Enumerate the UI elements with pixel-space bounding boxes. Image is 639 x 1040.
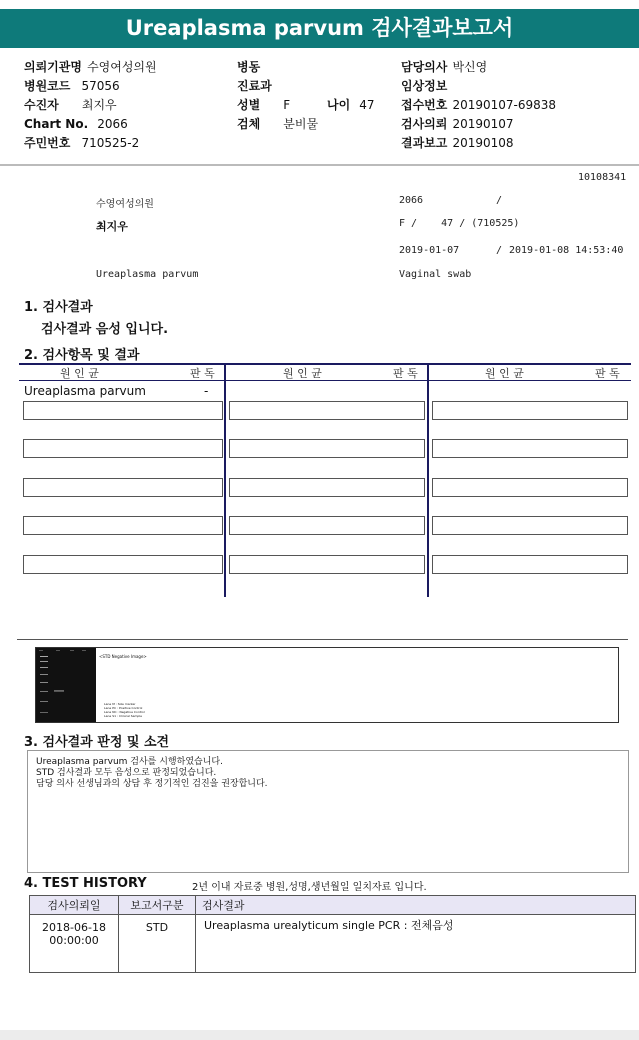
gel-legend-item: Lane NC : Negative Control <box>104 710 145 714</box>
gel-caption: <STD Negative Image> <box>99 654 147 659</box>
label-id-number: 주민번호 <box>24 136 71 150</box>
gel-bands-graphic <box>36 648 96 722</box>
label-request-date: 검사의뢰 <box>401 117 448 131</box>
gel-legend-item: Lane PC : Positive Control <box>104 706 143 710</box>
col2-organism-header: 원 인 균 <box>283 367 322 380</box>
value-id-number: 710525-2 <box>81 136 140 150</box>
label-ward: 병동 <box>237 60 261 74</box>
result-cell <box>229 555 425 574</box>
value-sex: F <box>283 98 291 112</box>
col3-organism-header: 원 인 균 <box>485 367 524 380</box>
document-number: 10108341 <box>578 172 627 183</box>
section4-heading: 4. TEST HISTORY <box>24 876 147 891</box>
col2-reading-header: 판 독 <box>393 367 418 380</box>
label-report-date: 결과보고 <box>401 136 448 150</box>
label-patient: 수진자 <box>24 98 59 112</box>
result-cell <box>432 555 628 574</box>
first-item-name: Ureaplasma parvum <box>24 384 146 398</box>
result-cell <box>23 401 223 420</box>
result-cell <box>229 516 425 535</box>
history-table <box>29 895 636 973</box>
value-report-date: 20190108 <box>452 136 514 150</box>
info-chart-separator: / <box>496 195 503 206</box>
label-chart-no: Chart No. <box>24 117 89 131</box>
value-request-date: 20190107 <box>452 117 514 131</box>
gel-legend-item: Lane S1 : Clinical Sample <box>104 714 142 718</box>
label-age: 나이 <box>327 98 351 112</box>
history-type: STD <box>119 915 196 973</box>
info-specimen: Vaginal swab <box>399 269 472 280</box>
label-hospital-code: 병원코드 <box>24 79 71 93</box>
history-note: 2년 이내 자료중 병원,성명,생년월일 일치자료 입니다. <box>192 882 427 893</box>
info-test-name: Ureaplasma parvum <box>96 269 199 280</box>
opinion-line: Ureaplasma parvum 검사를 시행하였습니다. <box>36 757 223 767</box>
history-col-date: 검사의뢰일 <box>30 896 119 915</box>
value-age: 47 <box>359 98 375 112</box>
history-col-type: 보고서구분 <box>119 896 196 915</box>
opinion-line: 담당 의사 선생님과의 상담 후 정기적인 검진을 권장합니다. <box>36 779 268 789</box>
footer-bar <box>0 1030 639 1040</box>
col1-reading-header: 판 독 <box>190 367 215 380</box>
header-divider <box>0 164 639 166</box>
age-field <box>327 94 375 113</box>
result-cell <box>229 478 425 497</box>
history-table-wrap <box>29 895 636 973</box>
table-row <box>30 915 636 973</box>
opinion-box <box>27 750 629 873</box>
value-receipt-no: 20190107-69838 <box>452 98 557 112</box>
header-col3 <box>401 56 556 151</box>
history-date-cell <box>30 915 119 973</box>
history-col-result: 검사결과 <box>196 896 636 915</box>
result-cell <box>432 478 628 497</box>
info-sex-age: F / 47 / (710525) <box>399 218 520 229</box>
value-chart-no: 2066 <box>97 117 128 131</box>
section2-heading: 2. 검사항목 및 결과 <box>24 348 140 363</box>
label-receipt-no: 접수번호 <box>401 98 448 112</box>
value-doctor: 박신영 <box>452 60 488 74</box>
result-cell <box>23 478 223 497</box>
history-time: 00:00:00 <box>49 934 99 947</box>
result-cell <box>432 401 628 420</box>
value-hospital-code: 57056 <box>81 79 120 93</box>
grid-header-line <box>19 380 631 381</box>
gel-image-panel <box>35 647 619 723</box>
result-cell <box>432 516 628 535</box>
label-specimen: 검체 <box>237 117 261 131</box>
header-col2 <box>237 56 318 132</box>
info-date-separator: / <box>496 245 503 256</box>
label-requester: 의뢰기관명 <box>24 60 82 74</box>
history-date: 2018-06-18 <box>42 921 106 934</box>
section1-heading: 1. 검사결과 <box>24 300 93 315</box>
col1-organism-header: 원 인 균 <box>60 367 99 380</box>
gel-legend <box>104 702 145 718</box>
first-item-result: - <box>204 384 209 398</box>
value-patient: 최지우 <box>81 98 117 112</box>
result-cell <box>23 439 223 458</box>
info-chart: 2066 <box>399 195 424 206</box>
value-requester: 수영여성의원 <box>87 60 157 74</box>
section-divider <box>17 639 628 640</box>
info-receipt-date: 2019-01-07 <box>399 245 460 256</box>
history-header-row <box>30 896 636 915</box>
gel-image <box>36 648 96 722</box>
value-specimen: 분비물 <box>283 117 319 131</box>
result-cell <box>432 439 628 458</box>
info-patient: 최지우 <box>96 220 128 233</box>
info-report-datetime: 2019-01-08 14:53:40 <box>509 245 624 256</box>
grid-top-line <box>19 363 631 365</box>
grid-divider-2 <box>427 363 429 597</box>
section1-result-text: 검사결과 음성 입니다. <box>41 322 169 337</box>
report-title: Ureaplasma parvum 검사결과보고서 <box>0 9 639 48</box>
label-department: 진료과 <box>237 79 272 93</box>
info-clinic: 수영여성의원 <box>96 199 154 210</box>
section3-heading: 3. 검사결과 판정 및 소견 <box>24 735 170 750</box>
gel-legend-item: Lane M : Size marker <box>104 702 136 706</box>
label-sex: 성별 <box>237 98 261 112</box>
grid-divider-1 <box>224 363 226 597</box>
header-col1 <box>24 56 157 151</box>
history-result: Ureaplasma urealyticum single PCR : 전체음성 <box>196 915 636 973</box>
opinion-line: STD 검사결과 모두 음성으로 판정되었습니다. <box>36 768 217 778</box>
label-doctor: 담당의사 <box>401 60 448 74</box>
result-cell <box>229 401 425 420</box>
col3-reading-header: 판 독 <box>595 367 620 380</box>
result-cell <box>23 555 223 574</box>
result-cell <box>229 439 425 458</box>
result-cell <box>23 516 223 535</box>
label-clinical-info: 임상정보 <box>401 79 448 93</box>
